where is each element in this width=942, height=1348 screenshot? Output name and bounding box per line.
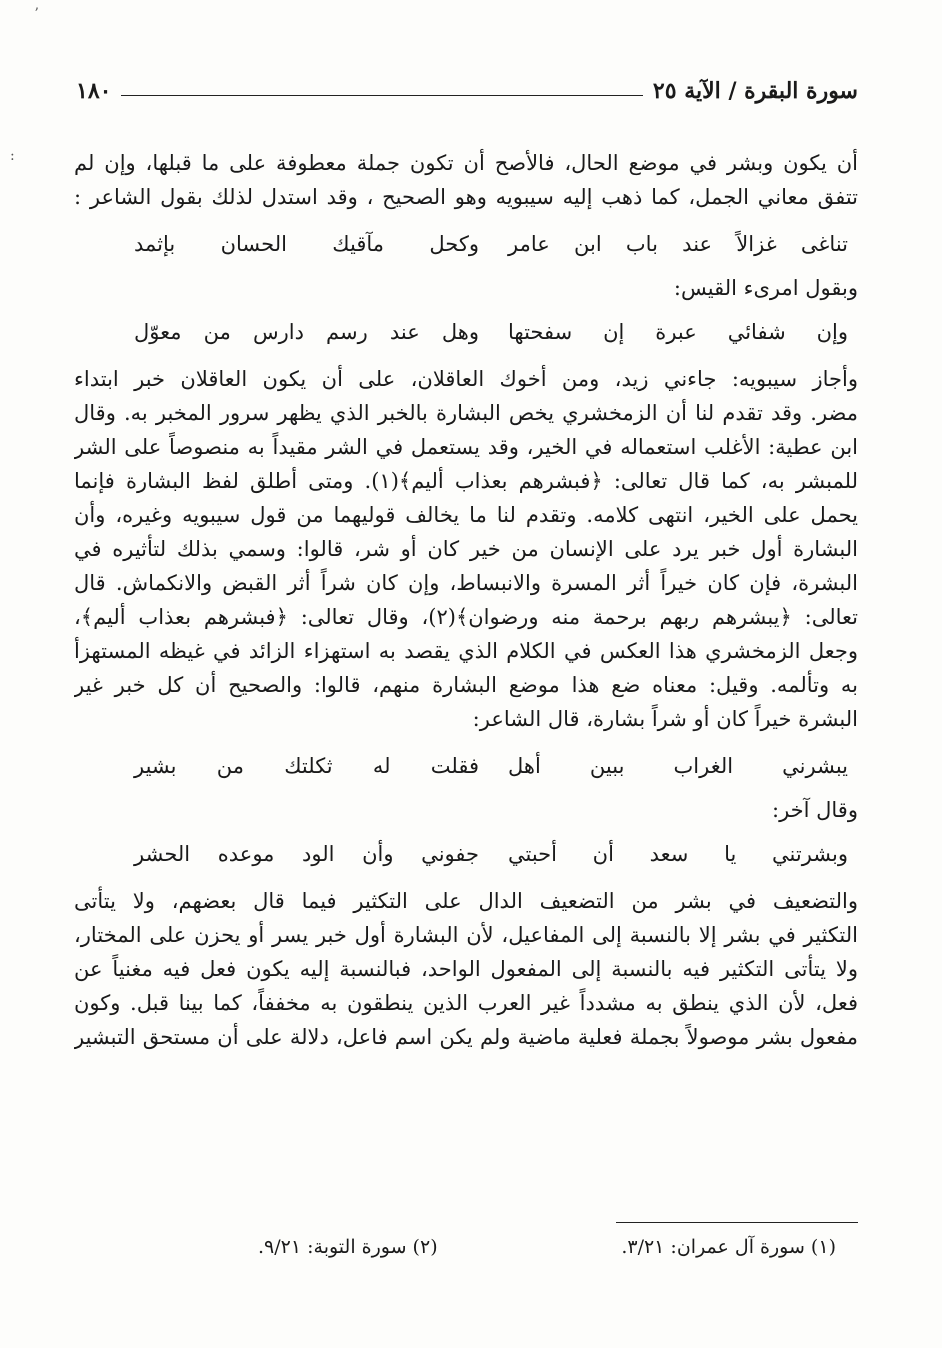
quote-intro: وقال آخر:: [772, 798, 858, 822]
margin-mark: :: [10, 148, 15, 164]
text-line: التكثير في بشر إلا بالنسبة إلى المفاعيل، لأن البشارة أول خبر يسر أو يحزن على المختار،: [74, 923, 858, 947]
text-line: وجعل الزمخشري هذا العكس في الكلام الذي يقصد به استهزاء الزائد في غيظه المستهزأ: [74, 639, 858, 663]
verse-second-hemistich: فقلت له ثكلتك من بشير: [134, 754, 479, 778]
text-line: ابن عطية: الأغلب استعماله في الخير، وقد يستعمل في الشر مقيداً به منصوصاً على الشر: [74, 435, 858, 459]
page-header: [76, 74, 858, 108]
text-line: به وتألمه. وقيل: معناه ضع هذا موضع البشارة منهم، قالوا: والصحيح أن كل خبر غير: [74, 673, 858, 697]
text-line: مفعول بشر موصولاً بجملة فعلية ماضية ولم يكن اسم فاعل، دلالة على أن مستحق التبشير: [74, 1025, 858, 1049]
text-line: أن يكون وبشر في موضع الحال، فالأصح أن تكون جملة معطوفة على ما قبلها، وإن لم: [74, 151, 858, 175]
verse-second-hemistich: وهل عند رسم دارس من معوّل: [134, 320, 479, 344]
quote-intro: وبقول امرىء القيس:: [673, 276, 858, 300]
page-number: ١٨٠: [76, 78, 112, 104]
poem-verse: [74, 308, 858, 356]
surah-title: سورة البقرة / الآية ٢٥: [652, 78, 858, 104]
text-line: يحمل على الخير، انتهى كلامه. وتقدم لنا ما يخالف قوليهما من قول سيبويه وغيره، وأن: [74, 503, 858, 527]
text-line: ولا يتأتى التكثير فيه بالنسبة إلى المفعول الواحد، فبالنسبة إليه يكون فعل فيه مغنياً عن: [74, 957, 858, 981]
poem-verse: [74, 742, 858, 790]
verse-first-hemistich: وإن شفائي عبرة إن سفحتها: [508, 320, 848, 344]
text-line: والتضعيف في بشر من التضعيف الدال على التكثير فيما قال بعضهم، ولا يتأتى: [74, 889, 858, 913]
verse-second-hemistich: جفوني وأن الود موعده الحشر: [134, 842, 479, 866]
verse-second-hemistich: وكحل مآقيك الحسان بإثمد: [134, 232, 479, 256]
footnote-rule: [616, 1222, 858, 1223]
text-line: تعالى: ﴿يبشرهم ربهم برحمة منه ورضوان﴾(٢)، وقال تعالى: ﴿فبشرهم بعذاب أليم﴾،: [74, 605, 858, 629]
text-line: مضر. وقد تقدم لنا أن الزمخشري يخص البشارة بالخبر الذي يظهر سرور المخبر به. وقال: [74, 401, 858, 425]
footnote-2: (٢) سورة التوبة: ٩/٢١.: [258, 1236, 438, 1258]
verse-first-hemistich: يبشرني الغراب ببين أهل: [508, 754, 848, 778]
text-line: البشرة خيراً كان أو شراً بشارة، قال الشاعر:: [472, 707, 858, 731]
footnote-1: (١) سورة آل عمران: ٣/٢١.: [621, 1236, 836, 1258]
margin-mark: ʼ: [34, 6, 39, 22]
text-line: البشرة، فإن كان خيراً أثر المسرة والانبساط، وإن كان شراً أثر القبض والانكماش. قال: [74, 571, 858, 595]
text-line: للمبشر به، كما قال تعالى: ﴿فبشرهم بعذاب أليم﴾(١). ومتى أطلق لفظ البشارة فإنما: [74, 469, 858, 493]
verse-first-hemistich: وبشرتني يا سعد أن أحبتي: [508, 842, 848, 866]
poem-verse: [74, 830, 858, 878]
text-line: فعل، لأن الذي ينطق به مشدداً غير العرب الذين ينطقون به مخففاً، كما بينا قبل. وكون: [74, 991, 858, 1015]
footnotes: [76, 1236, 858, 1258]
text-line: تتفق معاني الجمل، كما ذهب إليه سيبويه وهو الصحيح ، وقد استدل لذلك بقول الشاعر :: [74, 185, 858, 209]
header-rule: [121, 95, 642, 96]
verse-first-hemistich: تناغى غزالاً عند باب ابن عامر: [508, 232, 848, 256]
page-body: [74, 146, 858, 1054]
text-line: وأجاز سيبويه: جاءني زيد، ومن أخوك العاقلان، على أن يكون العاقلان خبر ابتداء: [74, 367, 858, 391]
text-line: البشارة أول خبر يرد على الإنسان من خير كان أو شر، قالوا: وسمي بذلك لتأثيره في: [74, 537, 858, 561]
poem-verse: [74, 220, 858, 268]
